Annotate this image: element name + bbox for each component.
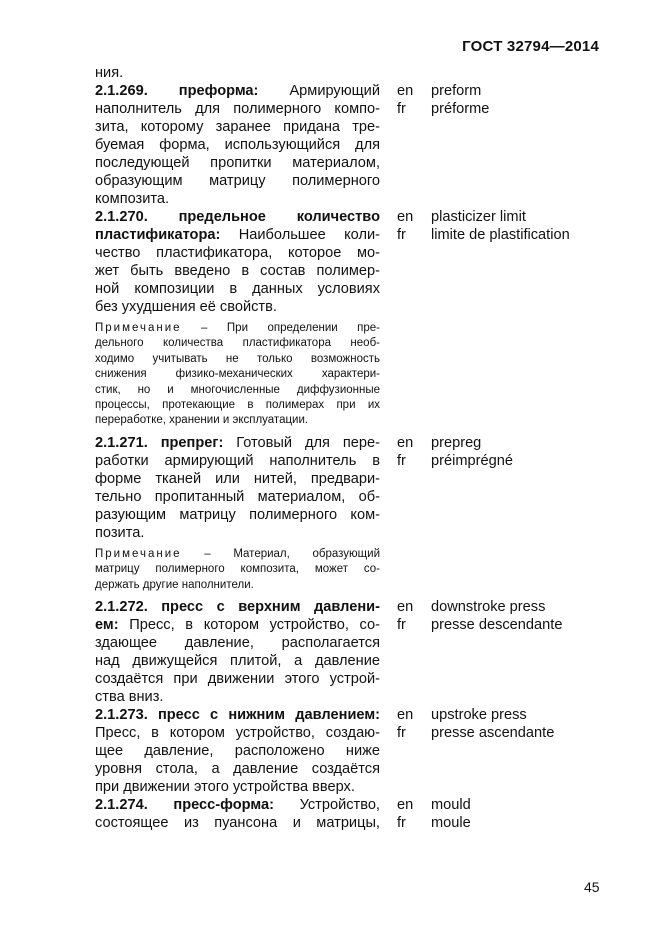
note-label: Примечание (95, 547, 182, 560)
term-heading: пластификатора: (95, 227, 221, 243)
line-text (95, 413, 380, 428)
line-text (95, 724, 380, 742)
term-heading: 2.1.271. препрег: (95, 434, 224, 451)
line-text (95, 244, 380, 262)
line-text (95, 796, 380, 814)
text-line (95, 652, 600, 670)
language-code: en (397, 434, 414, 451)
line-text (95, 321, 380, 336)
line-text (95, 82, 380, 100)
foreign-term: prepreg (431, 434, 482, 451)
foreign-term: presse descendante (431, 616, 563, 633)
text-line (95, 688, 600, 706)
body-text: чество пластификатора, которое мо- (95, 245, 380, 261)
line-text (95, 452, 380, 470)
text-line (95, 634, 600, 652)
text-line (95, 136, 600, 154)
body-text: работки армирующий наполнитель в (95, 452, 380, 469)
line-text (95, 778, 380, 796)
page-number: 45 (584, 879, 600, 895)
text-line (95, 760, 600, 778)
text-line (95, 706, 600, 724)
body-text: ходимо учитывать не только возможность (95, 352, 380, 365)
body-text: дельного количества пластификатора необ- (95, 337, 380, 350)
language-code: en (397, 598, 414, 615)
line-text (95, 298, 380, 316)
body-text: композита. (95, 191, 170, 207)
language-code: fr (397, 227, 406, 243)
text-line (95, 100, 600, 118)
body-text: снижения физико-механических характери- (95, 368, 380, 381)
text-line (95, 434, 600, 452)
line-text (95, 398, 380, 413)
line-text (95, 136, 380, 154)
language-code: en (397, 706, 414, 723)
term-heading: 2.1.272. пресс с верхним давлени- (95, 598, 380, 615)
body-text: разующим матрицу полимерного ком- (95, 506, 380, 523)
line-text (95, 226, 380, 244)
line-text (95, 742, 380, 760)
body-text: процессы, протекающие в полимерах при их (95, 398, 380, 411)
body-text: уровня стола, а давление создаётся (95, 760, 380, 777)
body-text: при движении этого устройства вверх. (95, 778, 355, 795)
body-text: буемая форма, использующийся для (95, 137, 380, 153)
body-text: Наибольшее коли- (220, 227, 380, 243)
body-text: здающее давление, располагается (95, 634, 380, 651)
language-code: en (397, 796, 414, 813)
line-text (95, 190, 380, 208)
line-text (95, 634, 380, 652)
text-line (95, 154, 600, 172)
text-line (95, 742, 600, 760)
note-line (95, 336, 600, 351)
text-line (95, 280, 600, 298)
note-line (95, 352, 600, 367)
line-text (95, 760, 380, 778)
body-text: последующей пропитки материалом, (95, 155, 380, 171)
text-line (95, 598, 600, 616)
language-code: en (397, 83, 414, 99)
line-text (95, 352, 380, 367)
line-text (95, 814, 380, 832)
term-heading: 2.1.274. пресс-форма: (95, 796, 274, 813)
body-text: переработке, хранении и эксплуатации. (95, 414, 309, 427)
language-code: fr (397, 814, 406, 831)
text-line (95, 524, 600, 542)
body-text: Пресс, в котором устройство, создаю- (95, 724, 380, 741)
line-text (95, 154, 380, 172)
note-label: Примечание (95, 322, 182, 334)
line-text (95, 598, 380, 616)
foreign-term: préforme (431, 101, 490, 117)
text-line (95, 190, 600, 208)
body-text: ной композиции в данных условиях (95, 281, 380, 297)
text-line (95, 796, 600, 814)
body-text: над движущейся плитой, а давление (95, 652, 380, 669)
foreign-term: préimprégné (431, 452, 513, 469)
body-text: Армирующий (258, 83, 380, 99)
text-line (95, 226, 600, 244)
line-text (95, 562, 380, 577)
text-line (95, 814, 600, 832)
text-line (95, 670, 600, 688)
body-text: – При определении пре- (181, 322, 380, 334)
text-line (95, 616, 600, 634)
body-text: – Материал, образующий (181, 547, 380, 560)
line-text (95, 172, 380, 190)
body-text: создаётся при движении этого устрой- (95, 670, 380, 687)
term-heading: 2.1.269. преформа: (95, 83, 259, 99)
language-code: en (397, 209, 414, 225)
foreign-term: preform (431, 83, 482, 99)
text-line (95, 208, 600, 226)
body-text: Пресс, в котором устройство, со- (118, 616, 380, 633)
line-text (95, 670, 380, 688)
line-text (95, 434, 380, 452)
text-line (95, 172, 600, 190)
text-line (95, 488, 600, 506)
line-text (95, 470, 380, 488)
note-line (95, 367, 600, 382)
text-line (95, 298, 600, 316)
line-text (95, 118, 380, 136)
body-text: ства вниз. (95, 688, 164, 705)
term-heading: ем: (95, 616, 119, 633)
line-text (95, 488, 380, 506)
glossary-entries (95, 64, 600, 832)
body-text: матрицу полимерного композита, может со- (95, 563, 380, 576)
line-text (95, 262, 380, 280)
body-text: позита. (95, 524, 145, 541)
body-text: зита, которому заранее придана тре- (95, 119, 380, 135)
line-text (95, 547, 380, 562)
body-text: наполнитель для полимерного компо- (95, 101, 380, 117)
language-code: fr (397, 101, 406, 117)
foreign-term: moule (431, 814, 471, 831)
foreign-term: limite de plastification (431, 227, 570, 243)
text-line (95, 452, 600, 470)
language-code: fr (397, 452, 406, 469)
body-text: стик, но и многочисленные диффузионные (95, 383, 380, 396)
text-line (95, 64, 600, 82)
text-line (95, 470, 600, 488)
body-text: держать другие наполнители. (95, 578, 254, 591)
line-text (95, 280, 380, 298)
line-text (95, 652, 380, 670)
line-text (95, 208, 380, 226)
body-text: жет быть введено в состав полимер- (95, 263, 380, 279)
text-line (95, 262, 600, 280)
line-text (95, 64, 380, 82)
body-text: щее давление, расположено ниже (95, 742, 380, 759)
term-heading: 2.1.273. пресс с нижним давлением: (95, 706, 380, 723)
term-heading: 2.1.270. предельное количество (95, 209, 380, 225)
note-line (95, 547, 600, 562)
line-text (95, 100, 380, 118)
line-text (95, 688, 380, 706)
body-text: образующим матрицу полимерного (95, 173, 380, 189)
text-line (95, 778, 600, 796)
text-line (95, 244, 600, 262)
body-text: тельно пропитанный материалом, об- (95, 488, 380, 505)
standard-header: ГОСТ 32794—2014 (462, 38, 599, 55)
line-text (95, 578, 380, 593)
line-text (95, 367, 380, 382)
foreign-term: presse ascendante (431, 724, 555, 741)
note-line (95, 562, 600, 577)
foreign-term: downstroke press (431, 598, 546, 615)
body-text: форме тканей или нитей, предвари- (95, 470, 380, 487)
body-text: Готовый для пере- (223, 434, 380, 451)
language-code: fr (397, 724, 406, 741)
foreign-term: upstroke press (431, 706, 527, 723)
note-line (95, 578, 600, 593)
note-line (95, 413, 600, 428)
line-text (95, 383, 380, 398)
body-text: состоящее из пуансона и матрицы, (95, 814, 380, 831)
line-text (95, 616, 380, 634)
note-line (95, 321, 600, 336)
line-text (95, 506, 380, 524)
text-line (95, 506, 600, 524)
line-text (95, 706, 380, 724)
line-text (95, 524, 380, 542)
text-line (95, 82, 600, 100)
foreign-term: mould (431, 796, 471, 813)
body-text: ния. (95, 65, 124, 81)
body-text: Устройство, (273, 796, 380, 813)
foreign-term: plasticizer limit (431, 209, 526, 225)
note-line (95, 398, 600, 413)
text-line (95, 724, 600, 742)
text-line (95, 118, 600, 136)
note-line (95, 383, 600, 398)
body-text: без ухудшения её свойств. (95, 299, 277, 315)
line-text (95, 336, 380, 351)
language-code: fr (397, 616, 406, 633)
